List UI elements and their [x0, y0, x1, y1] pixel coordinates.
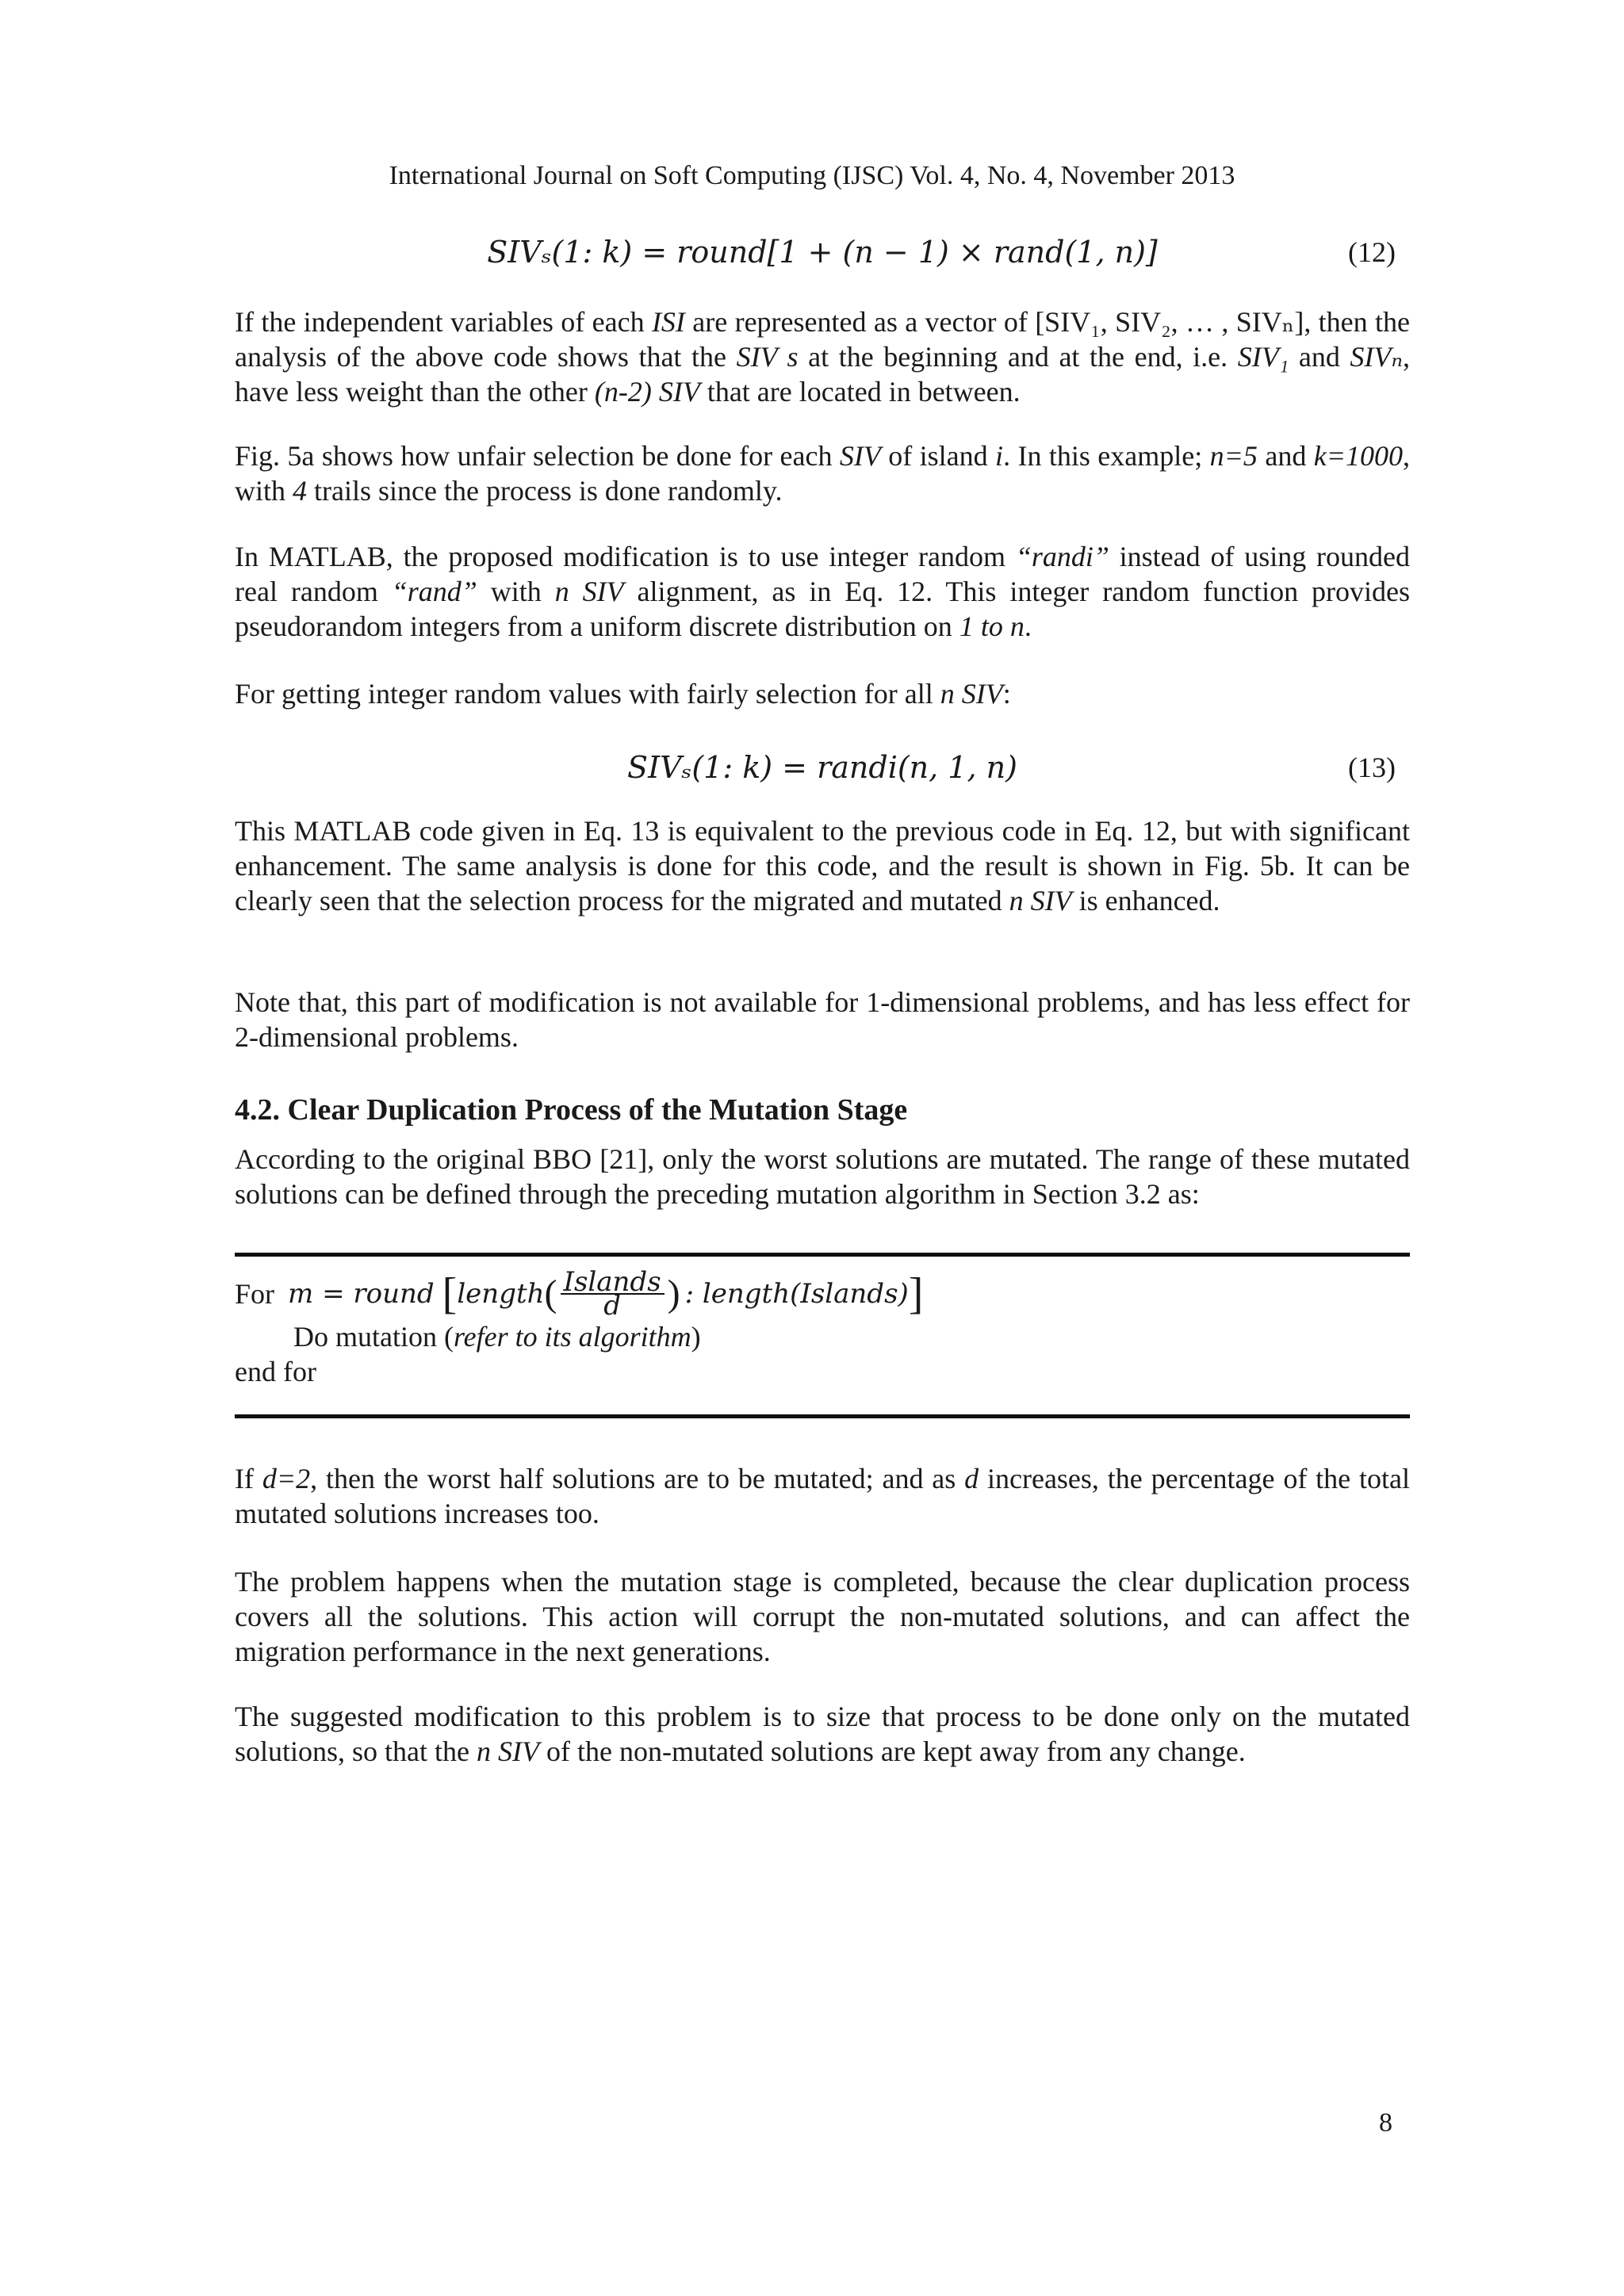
mutation-algorithm [235, 1266, 1410, 1389]
paragraph-fig5a: Fig. 5a shows how unfair selection be done for each SIV of island i. In this example; n=5 and k=1000, with 4 trails since the process is done randomly. [235, 440, 1411, 507]
equation-13-math: SIVₛ(1: k) = randi(n, 1, n) [627, 750, 1017, 785]
equation-12-number: (12) [1348, 236, 1396, 268]
paragraph-note: Note that, this part of modification is not available for 1-dimensional problems, and has less effect for 2-dimensional problems. [235, 986, 1410, 1053]
paragraph-suggested-modification: The suggested modification to this problem is to size that process to be done only on the mutated solutions, so that the n SIV of the non-mutated solutions are kept away from any change. [235, 1701, 1410, 1767]
equation-13-number: (13) [1348, 752, 1396, 783]
algorithm-for-line: For m = round [ length ( $\frac{\text{Islands}}{d}$ ) : length(Islands) ] [235, 1266, 924, 1322]
paragraph-d-equals-2: If d=2, then the worst half solutions are to be mutated; and as d increases, the percentage of the total mutated solutions increases too. [235, 1463, 1410, 1529]
algorithm-top-rule [235, 1253, 1410, 1257]
algorithm-do-line: Do mutation (refer to its algorithm) [293, 1321, 701, 1353]
paragraph-problem: The problem happens when the mutation stage is completed, because the clear duplication process covers all the solutions. This action will corrupt the non-mutated solutions, and can affect the migration performance in the next generations. [235, 1566, 1410, 1667]
equation-12-math: SIVₛ(1: k) = round[1 + (n − 1) × rand(1, n)] [487, 235, 1158, 270]
algorithm-bottom-rule [235, 1414, 1410, 1418]
paragraph-matlab-modification: In MATLAB, the proposed modification is to use integer random “randi” instead of using rounded real random “rand” with n SIV alignment, as in Eq. 12. This integer random function provides pseudorandom integers from a uniform discrete distribution on 1 to n. [235, 541, 1411, 642]
equation-13 [235, 744, 1410, 791]
paragraph-independent-variables: If the independent variables of each ISI are represented as a vector of [SIV₁, SIV₂, … , SIVₙ], then the analysis of the above code shows that the SIV s at the beginning and at the end, i.e. SIV₁ and SIVₙ, have less weight than the other (n-2) SIV that are located in between. [235, 306, 1411, 408]
paragraph-original-bbo: According to the original BBO [21], only the worst solutions are mutated. The range of these mutated solutions can be defined through the preceding mutation algorithm in Section 3.2 as: [235, 1143, 1410, 1210]
section-heading: 4.2. Clear Duplication Process of the Mutation Stage [235, 1093, 908, 1127]
right-bracket: ] [908, 1269, 924, 1318]
journal-header: International Journal on Soft Computing (IJSC) Vol. 4, No. 4, November 2013 [389, 161, 1235, 190]
equation-12 [235, 228, 1410, 276]
islands-over-d-fraction: $\frac{\text{Islands}}{d}$ [561, 1271, 665, 1317]
algorithm-end-line: end for [235, 1356, 316, 1387]
left-bracket: [ [442, 1269, 458, 1318]
paragraph-eq13-analysis: This MATLAB code given in Eq. 13 is equivalent to the previous code in Eq. 12, but with significant enhancement. The same analysis is done for this code, and the result is shown in Fig. 5b. It can be clearly seen that the selection process for the migrated and mutated n SIV is enhanced. [235, 815, 1410, 916]
page-number: 8 [1379, 2108, 1392, 2137]
paragraph-integer-random: For getting integer random values with fairly selection for all n SIV: [235, 678, 1011, 710]
